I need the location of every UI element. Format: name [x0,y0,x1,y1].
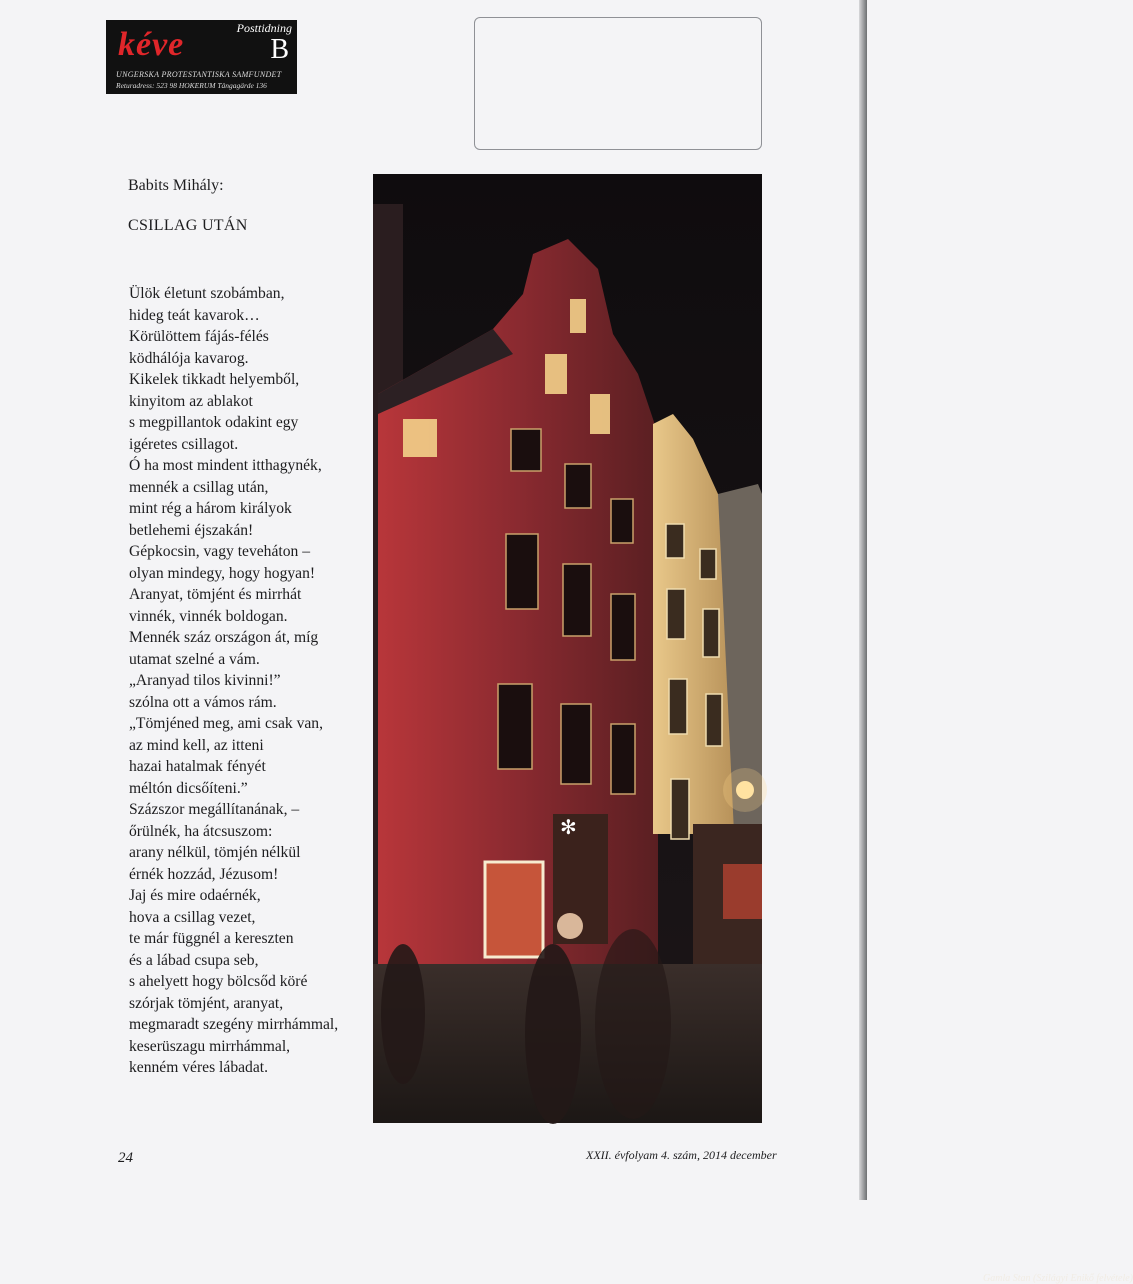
poem-line: s ahelyett hogy bölcsőd köré [129,973,308,990]
poem-line: kinyitom az ablakot [129,392,253,410]
poem-line: megmaradt szegény mirrhámmal, [129,1016,339,1033]
page-number: 24 [118,1150,133,1166]
poem-line: hova a csillag vezet, [129,908,256,926]
poem-line: szólna ott a vámos rám. [129,693,277,711]
issue-info: XXII. évfolyam 4. szám, 2014 december [586,1148,777,1162]
logo-letter: B [270,34,289,65]
poem-line: Kikelek tikkadt helyemből, [129,371,300,388]
poem-line: „Aranyad tilos kivinni!” [129,672,281,689]
poem-line: vinnék, vinnék boldogan. [129,607,288,625]
poem-line: és a lábad csupa seb, [129,951,259,969]
poem-line: Jaj és mire odaérnék, [129,887,261,904]
poem-line: méltón dicsőíteni.” [129,779,248,797]
poem-line: érnék hozzád, Jézusom! [129,865,279,883]
poem-line: Ó ha most mindent itthagynék, [129,457,322,474]
poem-line: arany nélkül, tömjén nélkül [129,844,301,861]
poem-line: Aranyat, tömjént és mirrhát [129,586,302,603]
poem-line: olyan mindegy, hogy hogyan! [129,564,316,582]
logo-return-address: Returadress: 523 98 HOKERUM Tängagärde 136 [116,81,267,90]
poem-text [129,283,338,1079]
poem-line: s megpillantok odakint egy [129,414,299,431]
logo-posttidning: Posttidning [236,21,292,35]
poem-line: mennék a csillag után, [129,478,269,496]
poem-line: őrülnék, ha átcsuszom: [129,822,273,840]
page-edge [859,0,867,1200]
poem-line: betlehemi éjszakán! [129,521,254,539]
poem-line: „Tömjéned meg, ami csak van, [129,715,323,732]
poem-line: Százszor megállítanának, – [129,801,300,818]
poem-line: te már függnél a kereszten [129,930,294,947]
poem-line: mint rég a három királyok [129,500,292,517]
address-box [474,17,762,150]
poem-line: keserüszagu mirrhámmal, [129,1037,291,1055]
poem-line: Körülöttem fájás-félés [129,328,269,345]
poem-line: igéretes csillagot. [129,435,239,453]
poem-line: hazai hatalmak fényét [129,758,266,775]
poem-line: Gépkocsin, vagy teveháton – [129,543,311,560]
poem-line: Ülök életunt szobámban, [129,285,285,302]
poem-line: szórjak tömjént, aranyat, [129,994,284,1012]
poem-title: CSILLAG UTÁN [128,217,248,234]
poem-line: hideg teát kavarok… [129,306,260,324]
poem-line: Mennék száz országon át, míg [129,629,319,646]
poem-author: Babits Mihály: [128,177,224,194]
poem-line: az mind kell, az itteni [129,736,264,754]
svg-text:✻: ✻ [560,815,577,839]
logo-org-line: UNGERSKA PROTESTANTISKA SAMFUNDET [116,70,282,79]
poem-line: utamat szelné a vám. [129,650,260,668]
logo-name: kéve [118,26,185,63]
keve-logo [106,20,297,94]
poem-line: kenném véres lábadat. [129,1059,268,1076]
photo-caption: Gamla Stan (Szilágyi Enikő felvétele) [983,1273,1133,1284]
poem-line: ködhálója kavarog. [129,349,249,367]
